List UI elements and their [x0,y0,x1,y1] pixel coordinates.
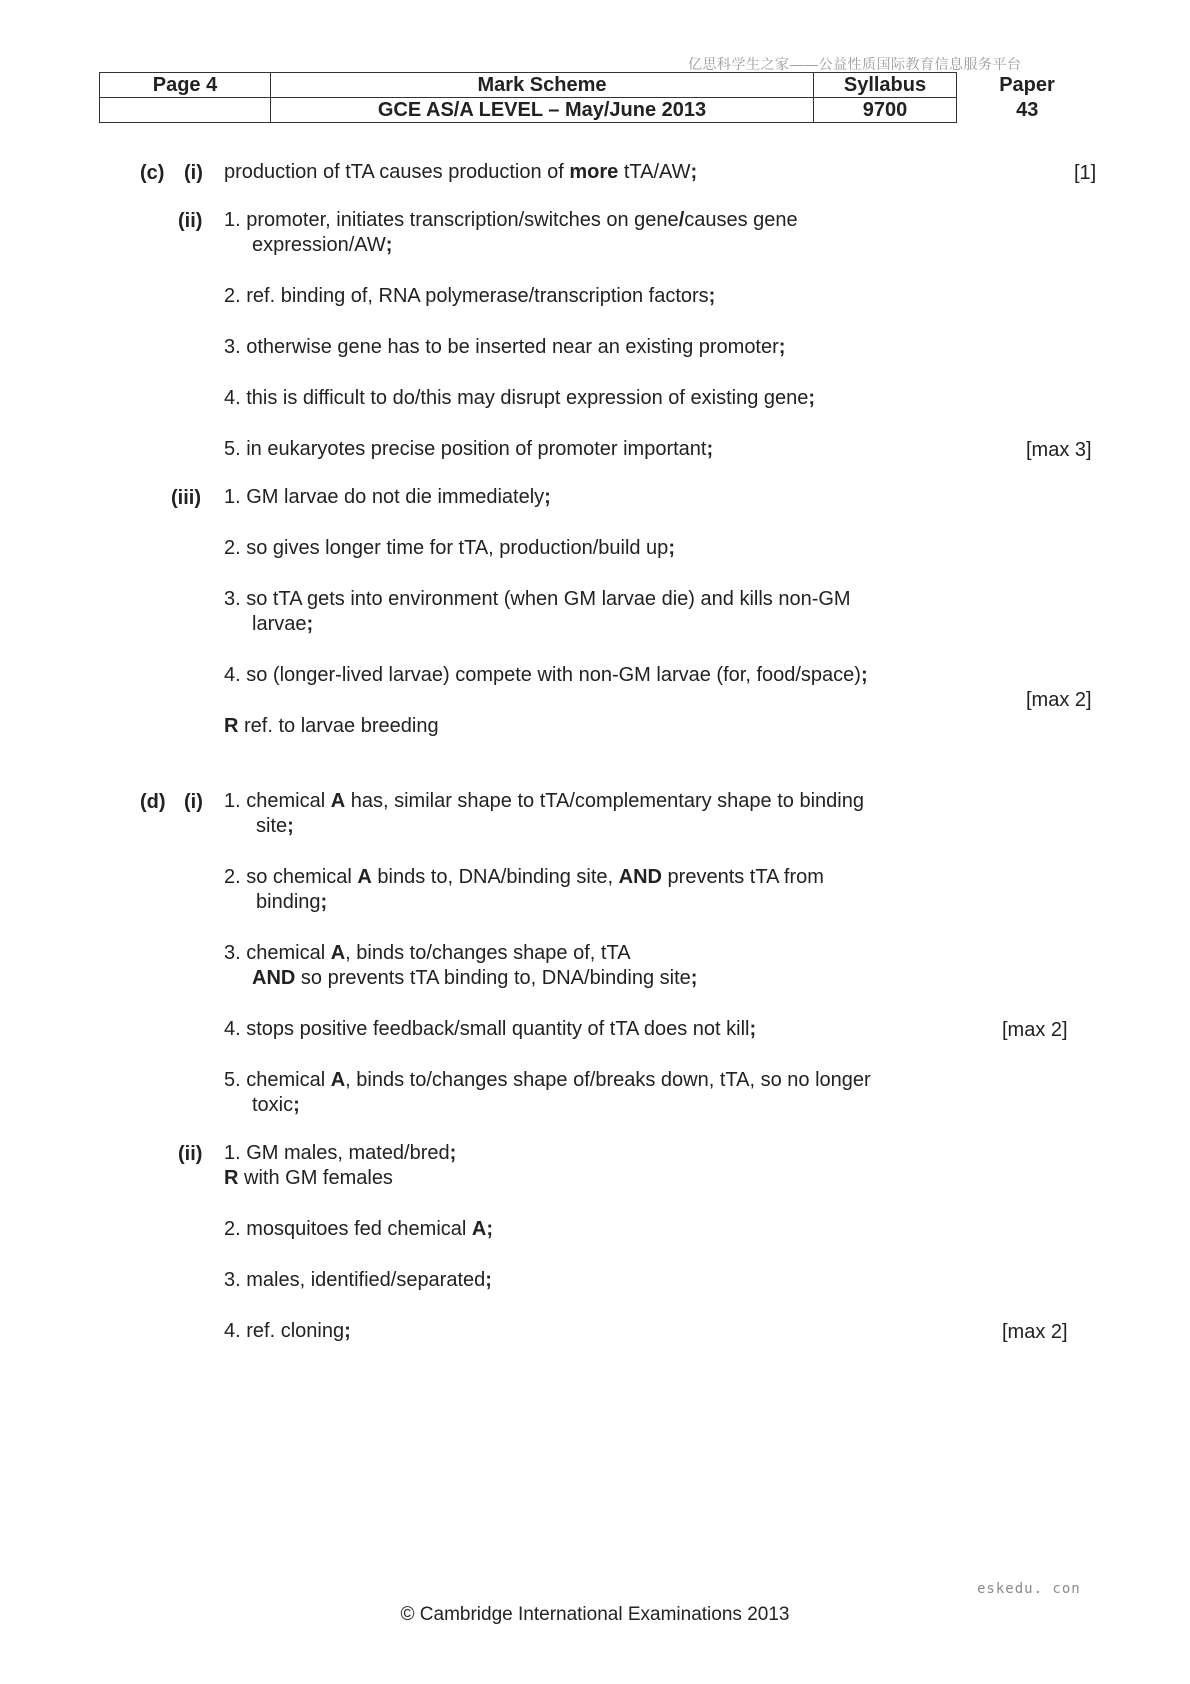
answer-d-i-2-continued [224,890,824,915]
chemical-a-bold: A [357,866,372,888]
answer-d-i-3-cont-text: so prevents tTA binding to, DNA/binding site [295,967,691,989]
semicolon: ; [708,285,716,307]
chemical-a-bold: A [330,790,346,812]
footer-watermark: eskedu. con [977,1581,1081,1597]
answer-c-ii-1-cont-text: expression/AW [252,234,386,256]
exam-session: GCE AS/A LEVEL – May/June 2013 [271,98,814,123]
part-d-ii-label: (ii) [178,1143,203,1165]
reject-marker: R [224,1167,239,1189]
chemical-a-bold: A [330,942,346,964]
answer-d-i-5-text-end: , binds to/changes shape of/breaks down, tTA, so no longer [345,1069,871,1091]
answer-d-i-1-continued [224,814,864,839]
answer-d-i-5-text: 5. chemical [224,1069,331,1091]
mark-c-i: [1] [1074,162,1097,184]
part-d-i-label: (i) [184,791,203,813]
answer-c-ii-1 [224,208,798,258]
section-c-label: (c) [140,162,165,184]
section-d-label: (d) [140,791,166,813]
answer-c-iii-4-text: 4. so (longer-lived larvae) compete with non-GM larvae (for, food/space) [224,664,861,686]
answer-d-ii-2 [224,1217,493,1242]
semicolon: ; [860,664,868,686]
answer-c-iii-1-text: 1. GM larvae do not die immediately [224,486,545,508]
answer-d-ii-3-text: 3. males, identified/separated [224,1269,486,1291]
answer-c-iii-2-text: 2. so gives longer time for tTA, production/build up [224,537,669,559]
syllabus-code: 9700 [814,98,957,123]
answer-d-i-4 [224,1017,756,1042]
answer-c-ii-5 [224,437,713,462]
answer-c-i-text: production of tTA causes production of [224,161,570,183]
answer-d-ii-4 [224,1319,351,1344]
semicolon: ; [320,891,328,913]
part-c-iii-label: (iii) [171,487,201,509]
answer-c-ii-3-text: 3. otherwise gene has to be inserted near an existing promoter [224,336,779,358]
answer-c-i [224,160,697,185]
semicolon: ; [485,1269,492,1291]
semicolon: ; [287,815,294,837]
semicolon: ; [808,387,816,409]
answer-c-ii-4 [224,386,815,411]
and-bold: AND [618,866,662,888]
semicolon: ; [749,1018,757,1040]
answer-d-ii-2-text: 2. mosquitoes fed chemical [224,1218,472,1240]
answer-c-ii-3 [224,335,785,360]
answer-c-iii-3-cont-text: larvae [252,613,307,635]
copyright-footer: © Cambridge International Examinations 2013 [400,1604,790,1625]
answer-d-i-3 [224,941,697,991]
mark-d-ii: [max 2] [1002,1321,1068,1343]
answer-d-i-2-text: 2. so chemical [224,866,358,888]
syllabus-label: Syllabus [814,73,957,98]
answer-c-iii-3-text: 3. so tTA gets into environment (when GM larvae die) and kills non-GM [224,588,851,610]
semicolon: ; [778,336,786,358]
answer-d-i-5-cont-text: toxic [252,1094,294,1116]
semicolon: ; [486,1218,494,1240]
paper-label: Paper [999,74,1055,96]
chemical-a-bold: A [471,1218,487,1240]
semicolon: ; [544,486,551,508]
reject-text: ref. to larvae breeding [238,715,439,737]
mark-c-ii: [max 3] [1026,439,1092,461]
answer-c-iii-3 [224,587,851,637]
answer-d-i-3-text: 3. chemical [224,942,331,964]
answer-d-i-2 [224,865,824,915]
semicolon: ; [449,1142,457,1164]
page-number: Page 4 [100,73,271,98]
answer-d-i-2-text-mid: binds to, DNA/binding site, [371,866,619,888]
answer-c-ii-1-text: 1. promoter, initiates transcription/switches on gene [224,209,679,231]
answer-d-i-2-cont-text: binding [256,891,321,913]
semicolon: ; [706,438,714,460]
answer-d-i-1 [224,789,864,839]
header-empty-cell [100,98,271,123]
answer-c-iii-3-continued [224,612,851,637]
answer-c-i-text-end: tTA/AW [618,161,691,183]
answer-c-iii-1 [224,485,551,510]
answer-d-ii-1-text: 1. GM males, mated/bred [224,1142,450,1164]
answer-c-ii-2-text: 2. ref. binding of, RNA polymerase/transcription factors [224,285,709,307]
semicolon: ; [385,234,393,256]
answer-c-i-bold: more [569,161,619,183]
semicolon: ; [668,537,675,559]
semicolon: ; [690,161,698,183]
answer-d-i-1-text-end: has, similar shape to tTA/complementary shape to binding [345,790,864,812]
answer-c-iii-4 [224,663,868,688]
answer-d-i-5 [224,1068,871,1118]
reject-marker: R [224,715,239,737]
mark-d-i: [max 2] [1002,1019,1068,1041]
mark-c-iii: [max 2] [1026,689,1092,711]
answer-d-i-4-text: 4. stops positive feedback/small quantity of tTA does not kill [224,1018,750,1040]
part-c-ii-label: (ii) [178,210,203,232]
answer-d-ii-4-text: 4. ref. cloning [224,1320,345,1342]
answer-d-ii-3 [224,1268,492,1293]
answer-d-i-3-text-end: , binds to/changes shape of, tTA [345,942,631,964]
answer-d-i-1-cont-text: site [256,815,288,837]
and-bold: AND [252,967,296,989]
part-c-i-label: (i) [184,162,203,184]
paper-number: 43 [1016,99,1039,121]
reject-c-iii [224,714,439,739]
watermark-top: 亿思科学生之家——公益性质国际教育信息服务平台 [688,56,1022,72]
semicolon: ; [306,613,314,635]
answer-c-ii-2 [224,284,715,309]
slash: / [678,209,685,231]
answer-c-ii-4-text: 4. this is difficult to do/this may disrupt expression of existing gene [224,387,809,409]
answer-d-i-5-continued [224,1093,871,1118]
answer-c-ii-1-text-end: causes gene [684,209,798,231]
answer-d-ii-1 [224,1141,456,1191]
answer-d-i-3-continued [224,966,697,991]
document-title: Mark Scheme [271,73,814,98]
reject-text: with GM females [238,1167,393,1189]
answer-c-ii-1-continued [224,233,798,258]
answer-d-i-1-text: 1. chemical [224,790,331,812]
semicolon: ; [690,967,698,989]
answer-d-i-2-text-end: prevents tTA from [661,866,824,888]
chemical-a-bold: A [330,1069,346,1091]
answer-c-iii-2 [224,536,675,561]
answer-c-ii-5-text: 5. in eukaryotes precise position of promoter important [224,438,707,460]
semicolon: ; [293,1094,300,1116]
semicolon: ; [344,1320,351,1342]
header-table [99,72,1098,123]
